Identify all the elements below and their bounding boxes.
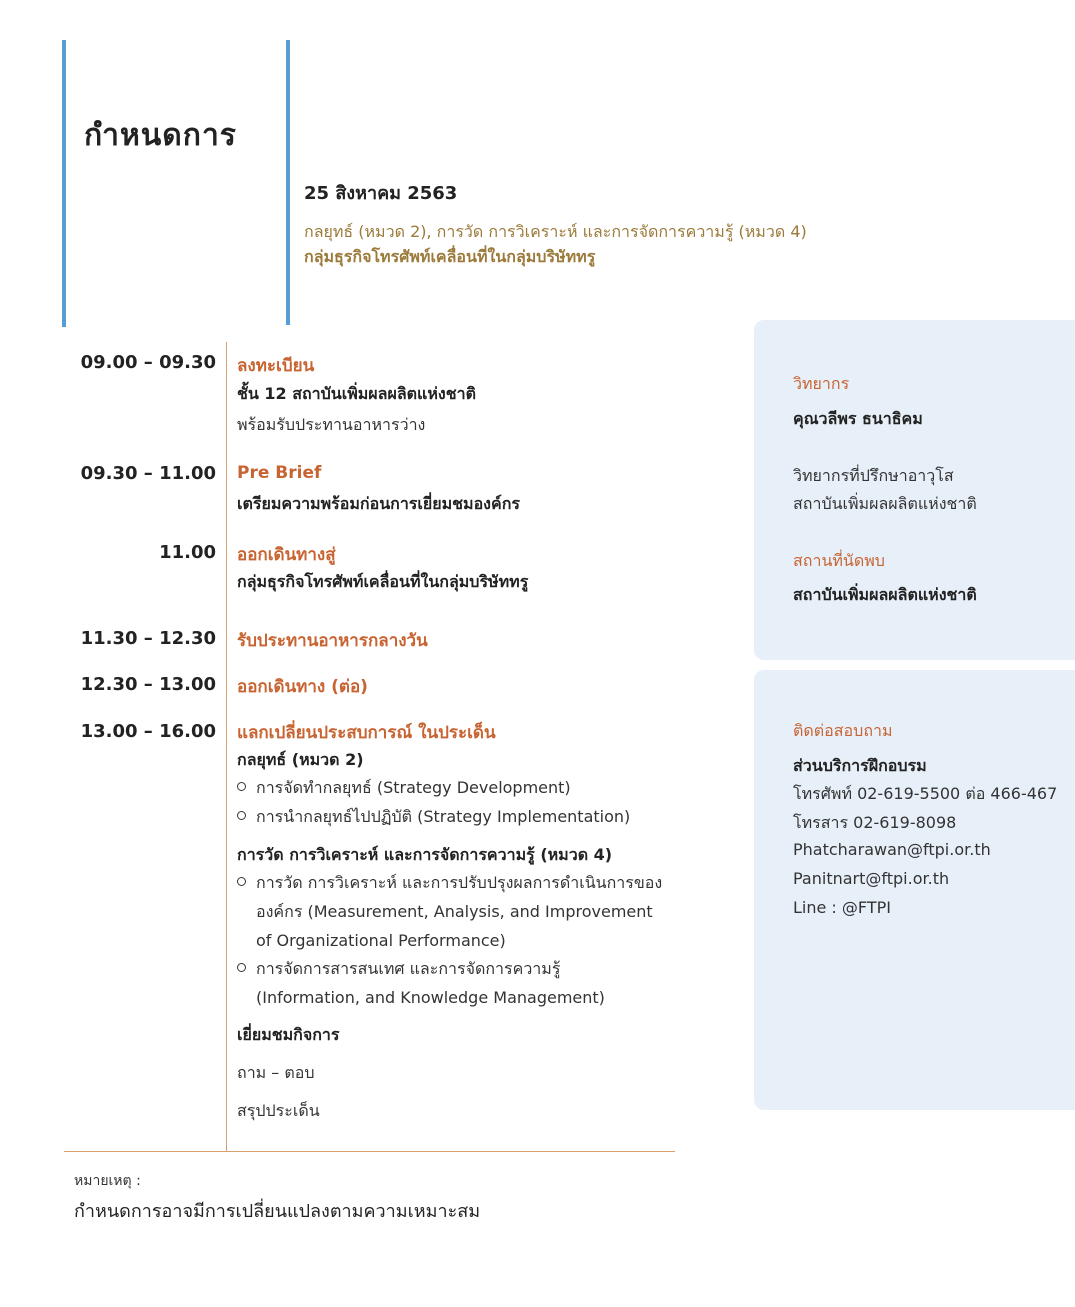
page-title: กำหนดการ bbox=[84, 118, 237, 153]
schedule-title: ลงทะเบียน bbox=[237, 356, 315, 376]
list-item: การนำกลยุทธ์ไปปฏิบัติ (Strategy Implementation) bbox=[237, 802, 667, 831]
schedule-time: 13.00 – 16.00 bbox=[80, 721, 216, 742]
left-accent-bar bbox=[62, 40, 66, 327]
schedule-subtitle: กลุ่มธุรกิจโทรศัพท์เคลื่อนที่ในกลุ่มบริษัททรู bbox=[237, 572, 529, 591]
schedule-subtitle: ชั้น 12 สถาบันเพิ่มผลผลิตแห่งชาติ bbox=[237, 384, 476, 403]
schedule-title: รับประทานอาหารกลางวัน bbox=[237, 631, 428, 651]
schedule-text: พร้อมรับประทานอาหารว่าง bbox=[237, 415, 426, 434]
schedule-title: แลกเปลี่ยนประสบการณ์ ในประเด็น bbox=[237, 723, 496, 743]
topic-group-title: กลยุทธ์ (หมวด 2) bbox=[237, 750, 364, 769]
schedule-title: Pre Brief bbox=[237, 463, 322, 483]
schedule-bottom-rule bbox=[64, 1151, 675, 1152]
contact-fax: โทรสาร 02-619-8098 bbox=[793, 813, 957, 832]
venue-name: สถาบันเพิ่มผลผลิตแห่งชาติ bbox=[793, 585, 977, 604]
topic-group-title: การวัด การวิเคราะห์ และการจัดการความรู้ (หมวด 4) bbox=[237, 845, 613, 864]
contact-label: ติดต่อสอบถาม bbox=[793, 721, 893, 740]
schedule-time: 09.30 – 11.00 bbox=[80, 463, 216, 484]
bullet-icon bbox=[237, 782, 246, 791]
speaker-org: สถาบันเพิ่มผลผลิตแห่งชาติ bbox=[793, 494, 977, 513]
divider-accent-bar bbox=[286, 40, 290, 325]
timeline-divider bbox=[226, 342, 227, 1152]
contact-line: Line : @FTPI bbox=[793, 898, 891, 917]
list-item: การจัดทำกลยุทธ์ (Strategy Development) bbox=[237, 773, 667, 802]
schedule-time: 11.30 – 12.30 bbox=[80, 628, 216, 649]
qa-label: ถาม – ตอบ bbox=[237, 1063, 315, 1082]
speaker-role: วิทยากรที่ปรึกษาอาวุโส bbox=[793, 466, 954, 485]
bullet-icon bbox=[237, 877, 246, 886]
contact-phone: โทรศัพท์ 02-619-5500 ต่อ 466-467 bbox=[793, 784, 1058, 803]
schedule-title: ออกเดินทาง (ต่อ) bbox=[237, 677, 368, 697]
contact-email-link[interactable]: Panitnart@ftpi.or.th bbox=[793, 869, 950, 888]
summary-label: สรุปประเด็น bbox=[237, 1101, 320, 1120]
schedule-time: 09.00 – 09.30 bbox=[80, 352, 216, 373]
venue-label: สถานที่นัดพบ bbox=[793, 551, 885, 570]
speaker-label: วิทยากร bbox=[793, 374, 850, 393]
schedule-subtitle: เตรียมความพร้อมก่อนการเยี่ยมชมองค์กร bbox=[237, 494, 520, 513]
note-label: หมายเหตุ : bbox=[74, 1173, 141, 1189]
event-topics: กลยุทธ์ (หมวด 2), การวัด การวิเคราะห์ และการจัดการความรู้ (หมวด 4) bbox=[304, 222, 807, 241]
schedule-time: 12.30 – 13.00 bbox=[80, 674, 216, 695]
schedule-time: 11.00 bbox=[159, 542, 216, 563]
event-date: 25 สิงหาคม 2563 bbox=[304, 183, 458, 204]
host-company: กลุ่มธุรกิจโทรศัพท์เคลื่อนที่ในกลุ่มบริษัททรู bbox=[304, 247, 596, 266]
contact-email-link[interactable]: Phatcharawan@ftpi.or.th bbox=[793, 840, 991, 859]
note-text: กำหนดการอาจมีการเปลี่ยนแปลงตามความเหมาะสม bbox=[74, 1201, 481, 1222]
visit-label: เยี่ยมชมกิจการ bbox=[237, 1025, 340, 1044]
bullet-icon bbox=[237, 963, 246, 972]
bullet-icon bbox=[237, 811, 246, 820]
contact-department: ส่วนบริการฝึกอบรม bbox=[793, 756, 927, 775]
speaker-name: คุณวลีพร ธนาธิคม bbox=[793, 409, 923, 428]
speaker-card bbox=[754, 320, 1075, 660]
list-item: การจัดการสารสนเทศ และการจัดการความรู้ (Information, and Knowledge Management) bbox=[237, 954, 667, 1012]
schedule-title: ออกเดินทางสู่ bbox=[237, 545, 336, 565]
list-item: การวัด การวิเคราะห์ และการปรับปรุงผลการดำเนินการขององค์กร (Measurement, Analysis, and Improvement of Organizational Performance) bbox=[237, 868, 667, 955]
